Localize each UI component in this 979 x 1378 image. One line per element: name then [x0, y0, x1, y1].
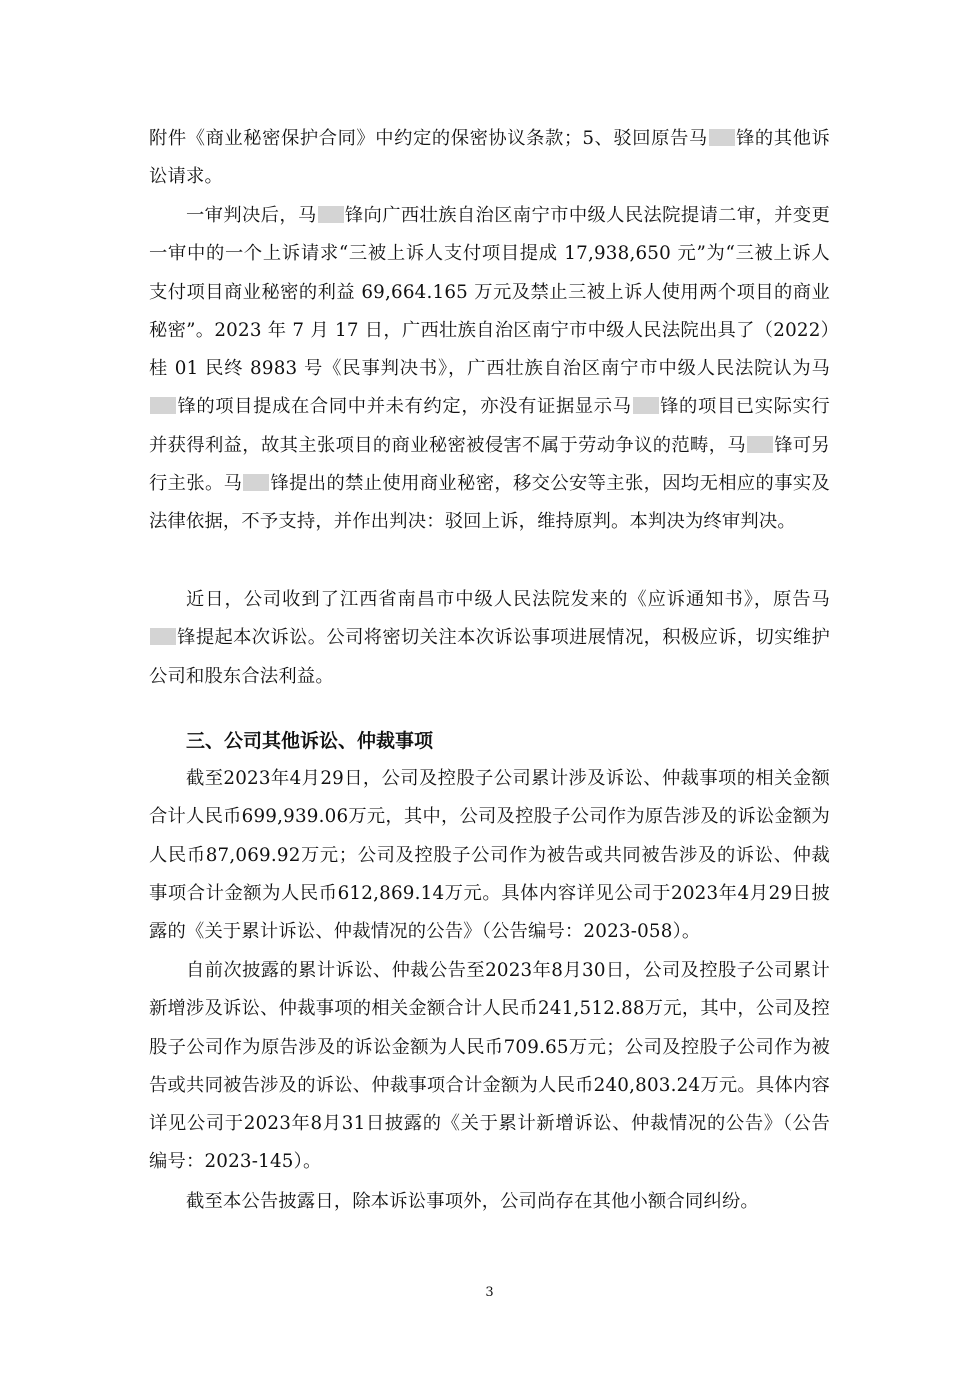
paragraph-recent-notice: 近日，公司收到了江西省南昌市中级人民法院发来的《应诉通知书》，原告马锋提起本次诉讼。公司将密切关注本次诉讼事项进展情况，积极应诉，切实维护公司和股东合法利益。 — [149, 589, 830, 687]
redaction-mark — [709, 129, 735, 146]
redaction-mark — [243, 474, 269, 491]
redaction-mark — [150, 397, 176, 414]
paragraph-cumulative-august: 自前次披露的累计诉讼、仲裁公告至2023年8月30日，公司及控股子公司累计新增涉及诉讼、仲裁事项的相关金额合计人民币241,512.88万元，其中，公司及控股子公司作为原告涉及的诉讼金额为人民币709.65万元；公司及控股子公司作为被告或共同被告涉及的诉讼、仲裁事项合计金额为人民币240,803.24万元。具体内容详见公司于2023年8月31日披露的《关于累计新增诉讼、仲裁情况的公告》（公告编号：2023-145）。 — [149, 960, 830, 1173]
page-number: 3 — [485, 1285, 494, 1300]
redaction-mark — [318, 206, 344, 223]
paragraph-second-instance: 一审判决后，马 锋向广西壮族自治区南宁市中级人民法院提请二审，并变更一审中的一个上诉请求“三被上诉人支付项目提成 17,938,650 元”为“三被上诉人支付项目商业秘密的利益 69,664.165 万元及禁止三被上诉人使用两个项目的商业秘密”。2023 年 7 月 17 日，广西壮族自治区南宁市中级人民法院出具了（2022）桂 01 民终 8983 号《民事判决书》，广西壮族自治区南宁市中级人民法院认为马锋的项目提成在合同中并未有约定，亦没有证据显示马 锋的项目已实际实行并获得利益，故其主张项目的商业秘密被侵害不属于劳动争议的范畴，马 锋可另行主张。马 锋提出的禁止使用商业秘密，移交公安等主张，因均无相应的事实及法律依据，不予支持，并作出判决：驳回上诉，维持原判。本判决为终审判决。 — [149, 205, 831, 533]
redaction-mark — [150, 628, 176, 645]
section-heading: 三、公司其他诉讼、仲裁事项 — [186, 730, 434, 752]
paragraph-other-disputes: 截至本公告披露日，除本诉讼事项外，公司尚存在其他小额合同纠纷。 — [186, 1191, 759, 1212]
paragraph-claims-end: 附件《商业秘密保护合同》中约定的保密协议条款；5、驳回原告马 锋的其他诉讼请求。 — [149, 128, 830, 188]
redaction-mark — [633, 397, 659, 414]
paragraph-cumulative-april: 截至2023年4月29日，公司及控股子公司累计涉及诉讼、仲裁事项的相关金额合计人民币699,939.06万元，其中，公司及控股子公司作为原告涉及的诉讼金额为人民币87,069.92万元；公司及控股子公司作为被告或共同被告涉及的诉讼、仲裁事项合计金额为人民币612,869.14万元。具体内容详见公司于2023年4月29日披露的《关于累计诉讼、仲裁情况的公告》（公告编号：2023-058）。 — [149, 768, 831, 943]
redaction-mark — [747, 436, 773, 453]
